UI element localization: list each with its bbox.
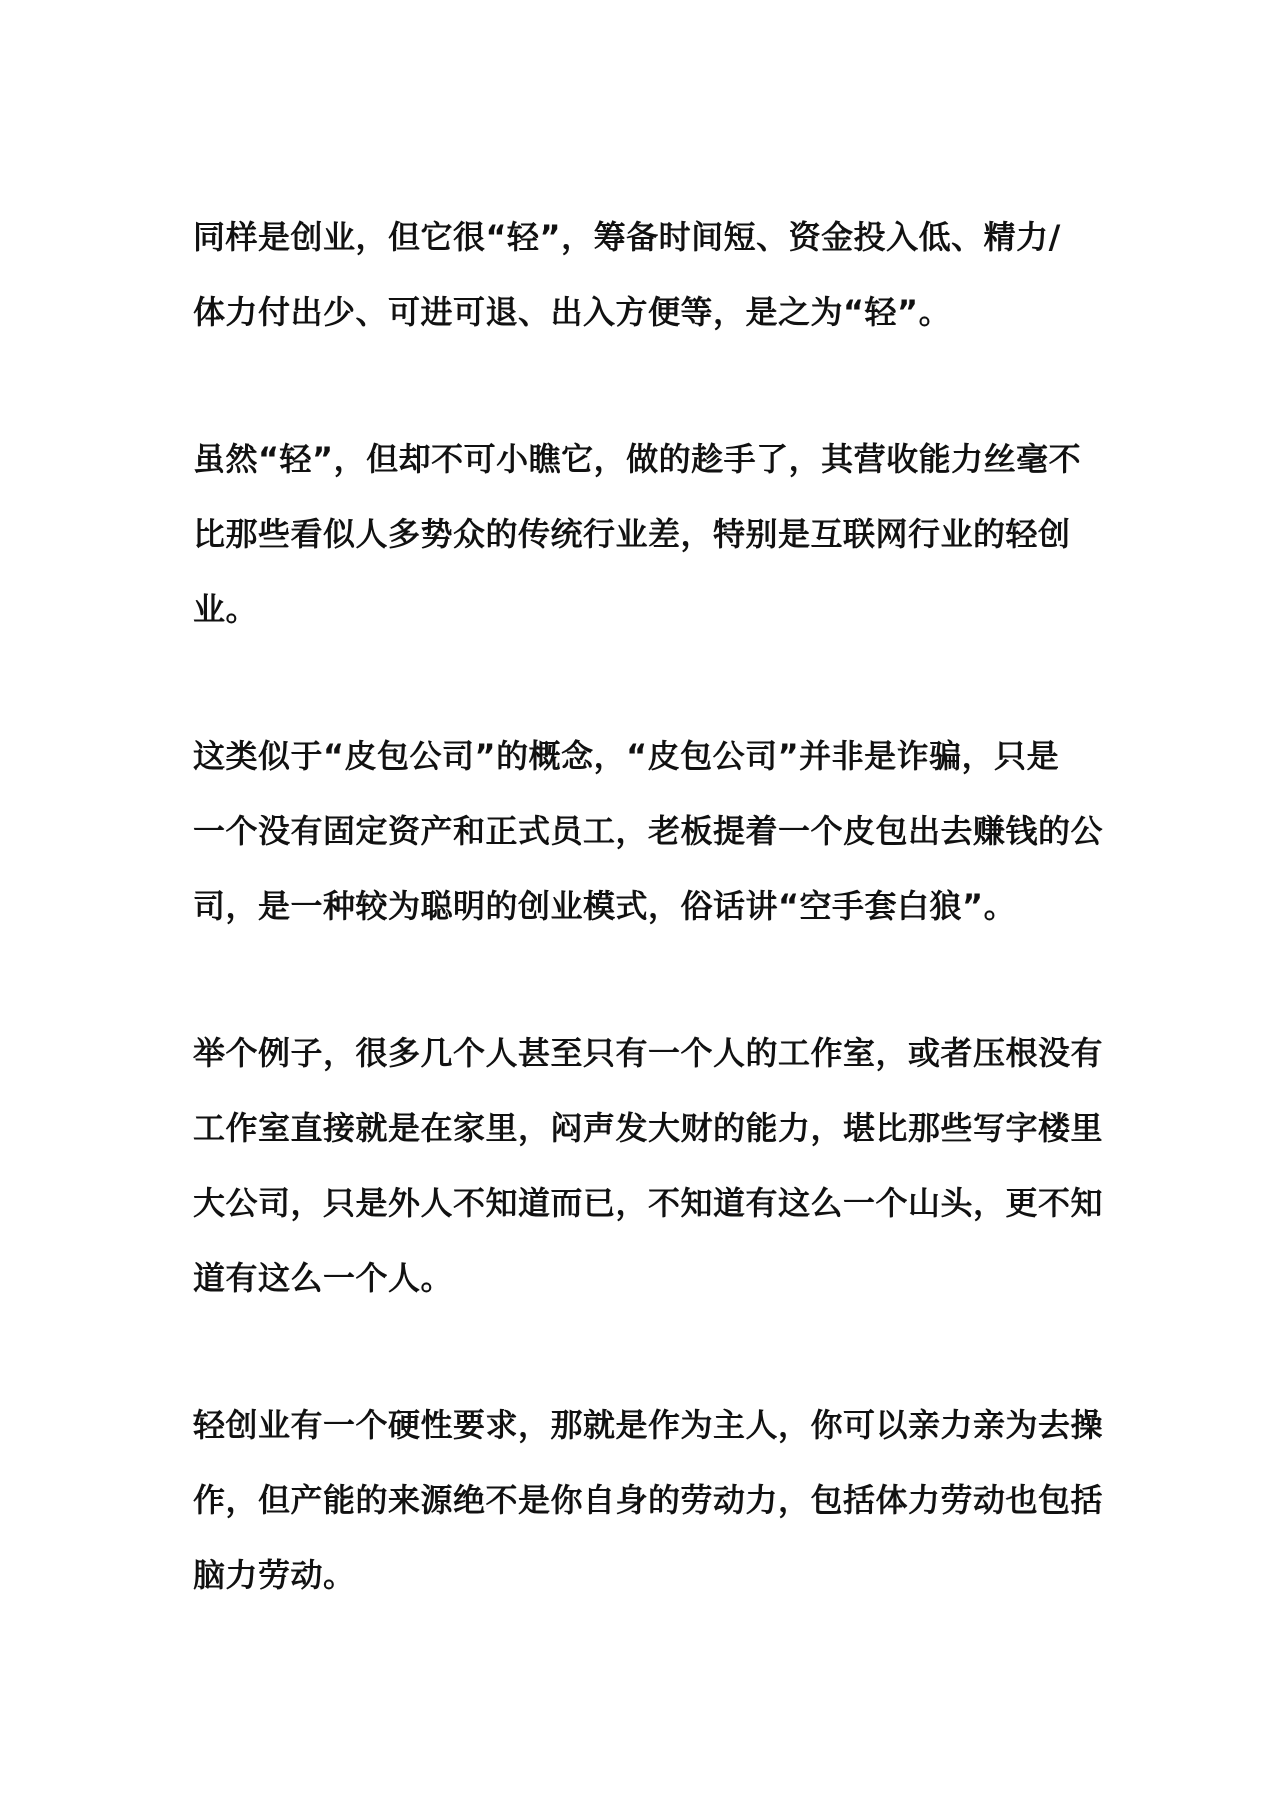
paragraph-5 <box>193 1388 1104 1613</box>
paragraph-line: 同样是创业，但它很“轻”，筹备时间短、资金投入低、精力/ <box>193 218 1061 256</box>
paragraph-line: 大公司，只是外人不知道而已，不知道有这么一个山头，更不知 <box>193 1184 1104 1222</box>
paragraph-line: 司，是一种较为聪明的创业模式，俗话讲“空手套白狼”。 <box>193 887 1017 925</box>
paragraph-line: 作，但产能的来源绝不是你自身的劳动力，包括体力劳动也包括 <box>193 1481 1104 1519</box>
paragraph-line: 体力付出少、可进可退、出入方便等，是之为“轻”。 <box>193 293 952 331</box>
paragraph-line: 业。 <box>193 590 259 628</box>
paragraph-line: 比那些看似人多势众的传统行业差，特别是互联网行业的轻创 <box>193 515 1071 553</box>
paragraph-2 <box>193 422 1098 647</box>
paragraph-line: 道有这么一个人。 <box>193 1259 454 1297</box>
paragraph-line: 脑力劳动。 <box>193 1556 356 1594</box>
paragraph-3 <box>193 719 1104 944</box>
paragraph-line: 举个例子，很多几个人甚至只有一个人的工作室，或者压根没有 <box>193 1034 1104 1072</box>
paragraph-1 <box>193 200 1098 350</box>
paragraph-line: 轻创业有一个硬性要求，那就是作为主人，你可以亲力亲为去操 <box>193 1406 1104 1444</box>
paragraph-line: 一个没有固定资产和正式员工，老板提着一个皮包出去赚钱的公 <box>193 812 1104 850</box>
paragraph-line: 虽然“轻”，但却不可小瞧它，做的趁手了，其营收能力丝毫不 <box>193 440 1082 478</box>
paragraph-line: 这类似于“皮包公司”的概念，“皮包公司”并非是诈骗，只是 <box>193 737 1060 775</box>
paragraph-4 <box>193 1016 1104 1316</box>
paragraph-line: 工作室直接就是在家里，闷声发大财的能力，堪比那些写字楼里 <box>193 1109 1104 1147</box>
document-body <box>193 200 1104 1685</box>
